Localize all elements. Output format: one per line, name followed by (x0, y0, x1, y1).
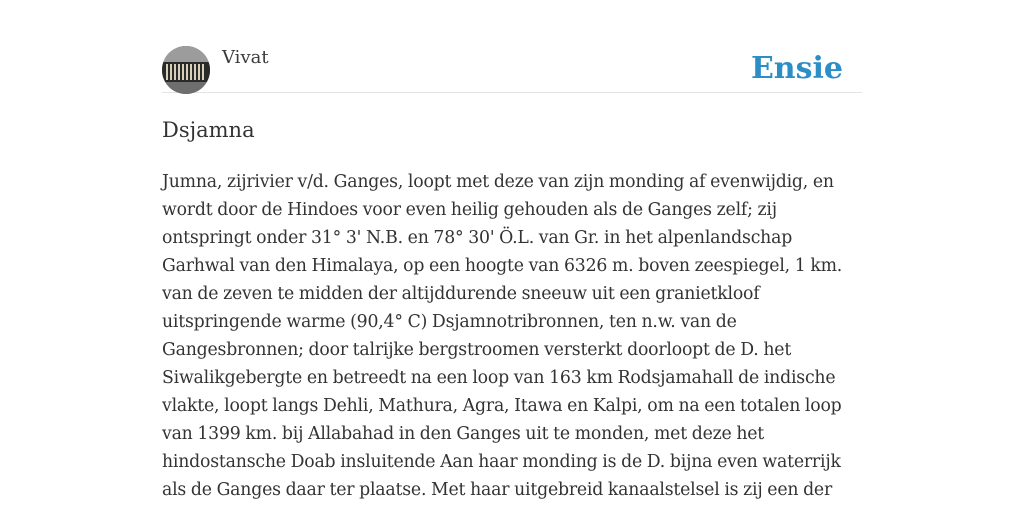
author-name[interactable]: Vivat (222, 47, 269, 68)
article-title: Dsjamna (162, 118, 255, 142)
article-body: Jumna, zijrivier v/d. Ganges, loopt met deze van zijn monding af evenwijdig, en wordt door de Hindoes voor even heilig gehouden als de Ganges zelf; zij ontspringt onder 31° 3' N.B. en 78° 30' Ö.L. van Gr. in het alpenlandschap Garhwal van den Himalaya, op een hoogte van 6326 m. boven zeespiegel, 1 km. van de zeven te midden der altijddurende sneeuw uit een granietkloof uitspringende warme (90,4° C) Dsjamnotribronnen, ten n.w. van de Gangesbronnen; door talrijke bergstroomen versterkt doorloopt de D. het Siwalikgebergte en betreedt na een loop van 163 km Rodsjamahall de indische vlakte, loopt langs Dehli, Mathura, Agra, Itawa en Kalpi, om na een totalen loop van 1399 km. bij Allabahad in den Ganges uit te monden, met deze het hindostansche Doab insluitende Aan haar monding is de D. bijna even waterrijk als de Ganges daar ter plaatse. Met haar uitgebreid kanaalstelsel is zij een der (162, 172, 843, 500)
avatar-image (162, 46, 210, 94)
site-logo[interactable]: Ensie (750, 51, 843, 86)
page-header (162, 46, 862, 93)
author-avatar[interactable] (162, 46, 210, 94)
